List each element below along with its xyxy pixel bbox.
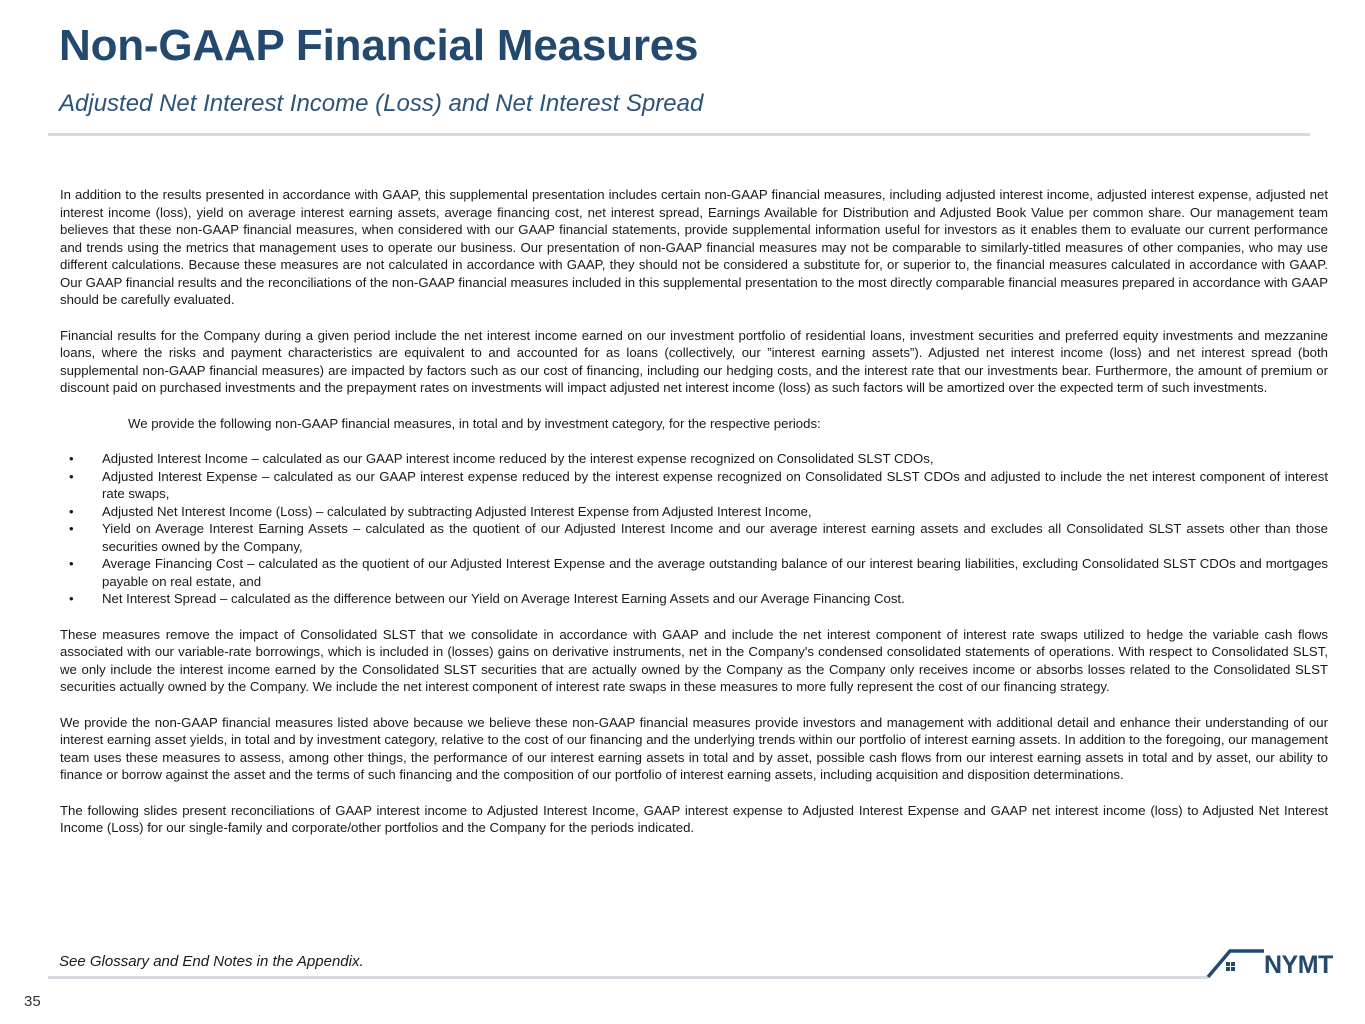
measures-list — [60, 450, 1328, 608]
paragraph-reconciliations: The following slides present reconciliations of GAAP interest income to Adjusted Interest Income, GAAP interest expense to Adjusted Interest Expense and GAAP net interest income (loss) to Adjusted Net Interest Income (Loss) for our single-family and corporate/other portfolios and the Company for the periods indicated. — [60, 802, 1328, 835]
list-item-text: Adjusted Interest Expense – calculated as our GAAP interest expense reduced by the interest expense recognized on Consolidated SLST CDOs and adjusted to include the net interest component of interest rate swaps, — [102, 468, 1328, 501]
list-item — [60, 503, 1328, 521]
list-item — [60, 590, 1328, 608]
page-subtitle: Adjusted Net Interest Income (Loss) and Net Interest Spread — [59, 90, 704, 117]
page-title: Non-GAAP Financial Measures — [59, 21, 699, 70]
header-divider — [48, 133, 1310, 136]
list-item-text: Adjusted Interest Income – calculated as our GAAP interest income reduced by the interest expense recognized on Consolidated SLST CDOs, — [102, 451, 934, 466]
bullet-icon: • — [69, 556, 74, 571]
list-item-text: Yield on Average Interest Earning Assets – calculated as the quotient of our Adjusted Interest Income and our average interest earning assets and excludes all Consolidated SLST assets other than those securities owned by the Company, — [102, 521, 1328, 554]
bullet-icon: • — [69, 468, 74, 484]
paragraph-non-gaap-intro: In addition to the results presented in accordance with GAAP, this supplemental presentation includes certain non-GAAP financial measures, including adjusted interest income, adjusted interest expense, adjusted net interest income (loss), yield on average interest earning assets, average financing cost, net interest spread, Earnings Available for Distribution and Adjusted Book Value per common share. Our management team believes that these non-GAAP financial measures, when considered with our GAAP financial statements, provide supplemental information useful for investors as it enables them to evaluate our current performance and trends using the metrics that management uses to operate our business. Our presentation of non-GAAP financial measures may not be comparable to similarly-titled measures of other companies, who may use different calculations. Because these measures are not calculated in accordance with GAAP, they should not be considered a substitute for, or superior to, the financial measures calculated in accordance with GAAP. Our GAAP financial results and the reconciliations of the non-GAAP financial measures included in this supplemental presentation to the most directly comparable financial measures prepared in accordance with GAAP should be carefully evaluated. — [60, 187, 1328, 307]
paragraph-financial-results: Financial results for the Company during a given period include the net interest income earned on our investment portfolio of residential loans, investment securities and preferred equity investments and mezzanine loans, where the risks and payment characteristics are equivalent to and accounted for as loans (collectively, our ”interest earning assets”). Adjusted net interest income (loss) and net interest spread (both supplemental non-GAAP financial measures) are impacted by factors such as our cost of financing, including our hedging costs, and the interest rate that our investments bear. Furthermore, the amount of premium or discount paid on purchased investments and the prepayment rates on investments will impact adjusted net interest income (loss) as such factors will be amortized over the expected term of such investments. — [60, 327, 1328, 395]
company-logo — [1206, 947, 1342, 981]
list-item-text: Net Interest Spread – calculated as the difference between our Yield on Average Interest Earning Assets and our Average Financing Cost. — [102, 591, 905, 606]
logo-text: NYMT — [1264, 951, 1333, 979]
bullet-icon: • — [69, 503, 74, 519]
list-item — [60, 468, 1328, 503]
bullet-icon: • — [69, 521, 74, 536]
bullet-icon: • — [69, 591, 74, 606]
footer-divider — [48, 976, 1208, 979]
house-roof-icon — [1206, 947, 1266, 981]
measures-intro-line: We provide the following non-GAAP financial measures, in total and by investment category, for the respective periods: — [128, 415, 821, 431]
list-item — [60, 520, 1328, 555]
footer-note: See Glossary and End Notes in the Appendix. — [59, 953, 364, 970]
list-item — [60, 450, 1328, 468]
body-content — [60, 186, 1328, 855]
list-item — [60, 555, 1328, 590]
page-number: 35 — [24, 993, 41, 1010]
paragraph-consolidated-slst: These measures remove the impact of Consolidated SLST that we consolidate in accordance with GAAP and include the net interest component of interest rate swaps utilized to hedge the variable cash flows associated with our variable-rate borrowings, which is included in (losses) gains on derivative instruments, net in the Company's condensed consolidated statements of operations. With respect to Consolidated SLST, we only include the interest income earned by the Consolidated SLST securities that are actually owned by the Company as the Company only receives income or absorbs losses related to the Consolidated SLST securities actually owned by the Company. We include the net interest component of interest rate swaps in these measures to more fully represent the cost of our financing strategy. — [60, 626, 1328, 694]
paragraph-rationale: We provide the non-GAAP financial measures listed above because we believe these non-GAAP financial measures provide investors and management with additional detail and enhance their understanding of our interest earning asset yields, in total and by investment category, relative to the cost of our financing and the underlying trends within our portfolio of interest earning assets. In addition to the foregoing, our management team uses these measures to assess, among other things, the performance of our interest earning assets in total and by asset, possible cash flows from our interest earning assets in total and by asset, our ability to finance or borrow against the asset and the terms of such financing and the composition of our portfolio of interest earning assets, including acquisition and disposition determinations. — [60, 714, 1328, 782]
list-item-text: Adjusted Net Interest Income (Loss) – calculated by subtracting Adjusted Interest Expense from Adjusted Interest Income, — [102, 503, 812, 519]
bullet-icon: • — [69, 451, 74, 466]
list-item-text: Average Financing Cost – calculated as the quotient of our Adjusted Interest Expense and the average outstanding balance of our interest bearing liabilities, excluding Consolidated SLST CDOs and mortgages payable on real estate, and — [102, 556, 1328, 589]
